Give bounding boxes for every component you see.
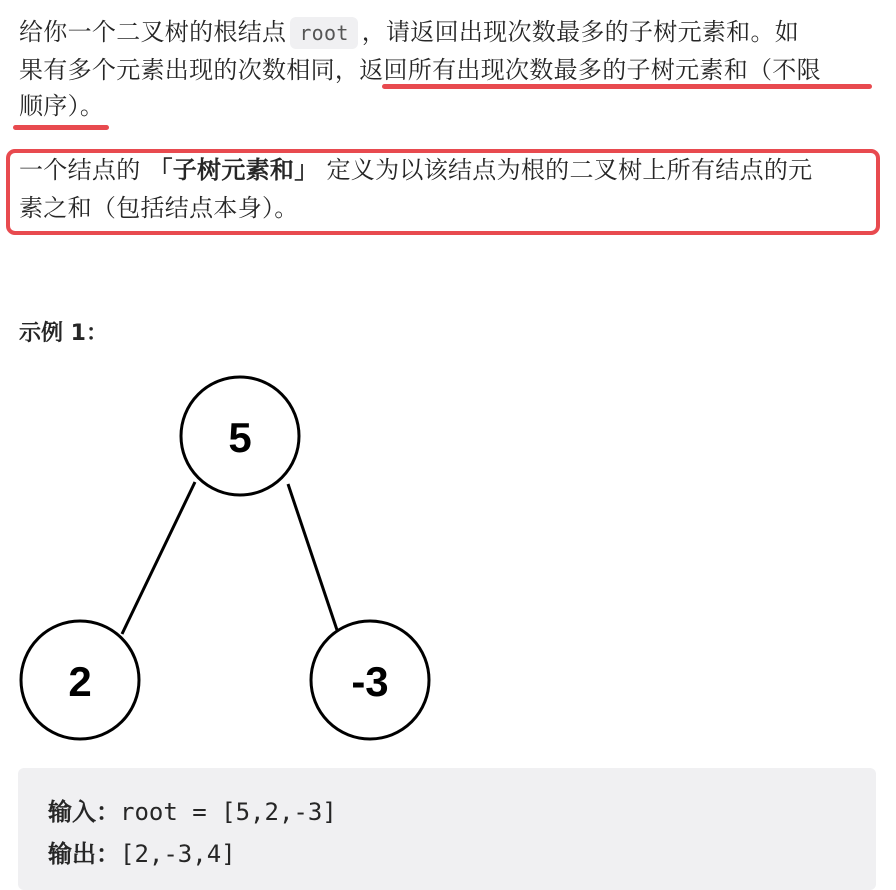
red-underline bbox=[382, 84, 872, 89]
output-line bbox=[48, 834, 236, 869]
text: 果有多个元素出现的次数相同， bbox=[19, 56, 360, 84]
definition-line-1 bbox=[19, 152, 812, 189]
input-line bbox=[48, 792, 337, 827]
input-label: 输入： bbox=[48, 798, 120, 826]
output-value: [2,-3,4] bbox=[120, 840, 236, 868]
bold-term: 「子树元素和」 bbox=[148, 156, 319, 184]
input-value: root = [5,2,-3] bbox=[120, 798, 337, 826]
highlighted-text: 返回所有出现次数最多的子树元素和（不限 bbox=[359, 56, 821, 84]
red-underline bbox=[13, 125, 109, 130]
example-code-block bbox=[18, 768, 876, 890]
example-title: 示例 1： bbox=[19, 321, 108, 346]
text: ，请返回出现次数最多的子树元素和。如 bbox=[361, 18, 800, 46]
inline-code-root: root bbox=[290, 17, 357, 49]
tree-edge bbox=[288, 484, 337, 630]
text: 。 bbox=[79, 92, 105, 120]
text: 给你一个二叉树的根结点 bbox=[19, 18, 287, 46]
definition-line-2: 素之和（包括结点本身）。 bbox=[19, 194, 299, 222]
node-label: 5 bbox=[228, 414, 252, 461]
highlighted-text: 顺序） bbox=[19, 92, 80, 120]
node-label: 2 bbox=[68, 658, 92, 705]
tree-diagram bbox=[0, 370, 460, 750]
node-label: -3 bbox=[351, 658, 389, 705]
text: 定义为以该结点为根的二叉树上所有结点的元 bbox=[318, 156, 813, 184]
tree-edge bbox=[122, 482, 195, 634]
text: 一个结点的 bbox=[19, 156, 149, 184]
description-line-3 bbox=[19, 88, 104, 125]
description-line-1 bbox=[19, 14, 799, 52]
output-label: 输出： bbox=[48, 840, 120, 868]
